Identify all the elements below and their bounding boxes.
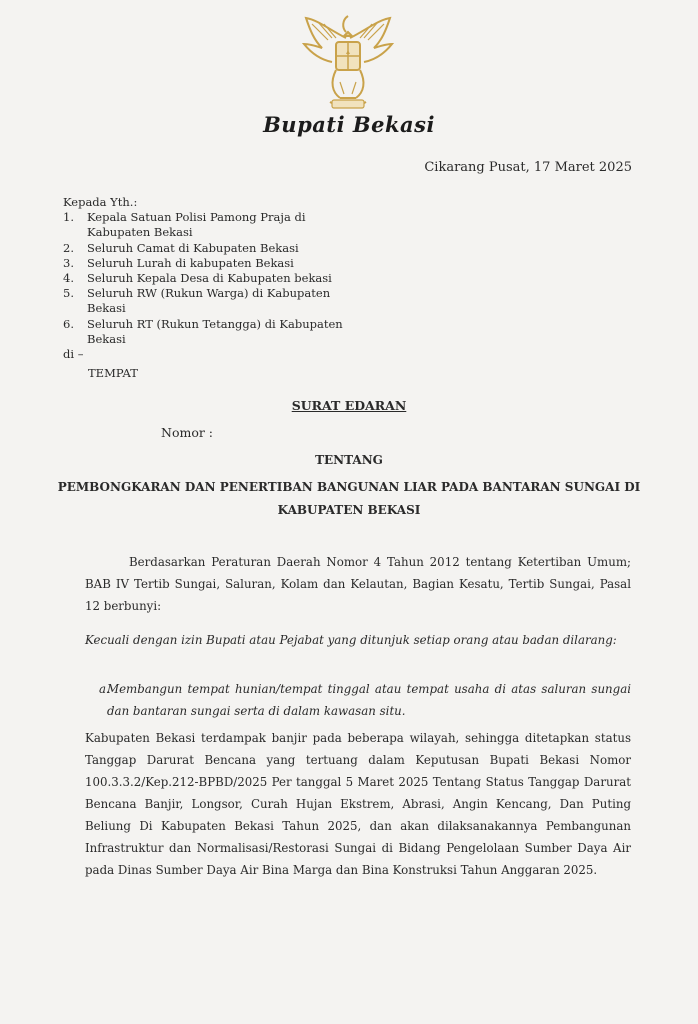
- item-text: Membangun tempat hunian/tempat tinggal atau tempat usaha di atas saluran sungai dan bantaran sungai serta di dalam kawasan situ.: [107, 682, 631, 718]
- recipient-number: 2.: [63, 240, 74, 255]
- recipient-item: [63, 241, 357, 256]
- recipient-number: 1.: [63, 210, 74, 225]
- address-prefix: di –: [63, 347, 84, 362]
- paragraph-regulation: Berdasarkan Peraturan Daerah Nomor 4 Tahun 2012 tentang Ketertiban Umum; BAB IV Tertib Sungai, Saluran, Kolam dan Kelautan, Bagian Kesatu, Tertib Sungai, Pasal 12 berbunyi:: [85, 555, 631, 613]
- recipient-number: 5.: [63, 286, 74, 301]
- recipient-number: 4.: [63, 271, 74, 286]
- recipient-text: Seluruh Lurah di kabupaten Bekasi: [87, 255, 294, 270]
- recipient-text: Seluruh RW (Rukun Warga) di Kabupaten Bekasi: [87, 286, 331, 316]
- garuda-emblem-icon: [300, 10, 396, 112]
- recipient-item: [63, 210, 357, 240]
- recipient-text: Seluruh Camat di Kabupaten Bekasi: [87, 240, 299, 255]
- recipient-block: [63, 195, 357, 381]
- subject-line-2: KABUPATEN BEKASI: [277, 503, 421, 517]
- recipient-number: 3.: [63, 255, 74, 270]
- document-type: SURAT EDARAN: [291, 398, 407, 413]
- greeting: Kepada Yth.:: [63, 195, 138, 209]
- letter-date: Cikarang Pusat, 17 Maret 2025: [424, 160, 632, 175]
- paragraph-prohibition: Kecuali dengan izin Bupati atau Pejabat yang ditunjuk setiap orang atau badan dilarang:: [85, 633, 617, 647]
- recipient-text: Seluruh Kepala Desa di Kabupaten bekasi: [87, 271, 332, 286]
- item-marker: a.: [99, 682, 110, 696]
- document-number-label: Nomor :: [161, 425, 214, 440]
- recipient-item: [63, 256, 357, 271]
- recipient-item: [63, 271, 357, 286]
- subject-line-1: PEMBONGKARAN DAN PENERTIBAN BANGUNAN LIAR PADA BANTARAN SUNGAI DI: [57, 480, 641, 494]
- prohibition-item: [85, 678, 631, 722]
- regent-title: Bupati Bekasi: [263, 112, 435, 137]
- address-place: TEMPAT: [88, 366, 138, 381]
- recipient-text: Seluruh RT (Rukun Tetangga) di Kabupaten Bekasi: [87, 316, 343, 346]
- recipient-item: [63, 317, 357, 347]
- paragraph-context: Kabupaten Bekasi terdampak banjir pada beberapa wilayah, sehingga ditetapkan status Tanggap Darurat Bencana yang tertuang dalam Keputusan Bupati Bekasi Nomor 100.3.3.2/Kep.212-BPBD/2025 Per tanggal 5 Maret 2025 Tentang Status Tanggap Darurat Bencana Banjir, Longsor, Curah Hujan Ekstrem, Abrasi, Angin Kencang, Dan Puting Beliung Di Kabupaten Bekasi Tahun 2025, dan akan dilaksanakannya Pembangunan Infrastruktur dan Normalisasi/Restorasi Sungai di Bidang Pengelolaan Sumber Daya Air pada Dinas Sumber Daya Air Bina Marga dan Bina Konstruksi Tahun Anggaran 2025.: [85, 731, 631, 877]
- recipient-text: Kepala Satuan Polisi Pamong Praja di Kabupaten Bekasi: [87, 210, 306, 240]
- recipient-number: 6.: [63, 316, 74, 331]
- recipient-item: [63, 286, 357, 316]
- about-heading: TENTANG: [315, 453, 383, 467]
